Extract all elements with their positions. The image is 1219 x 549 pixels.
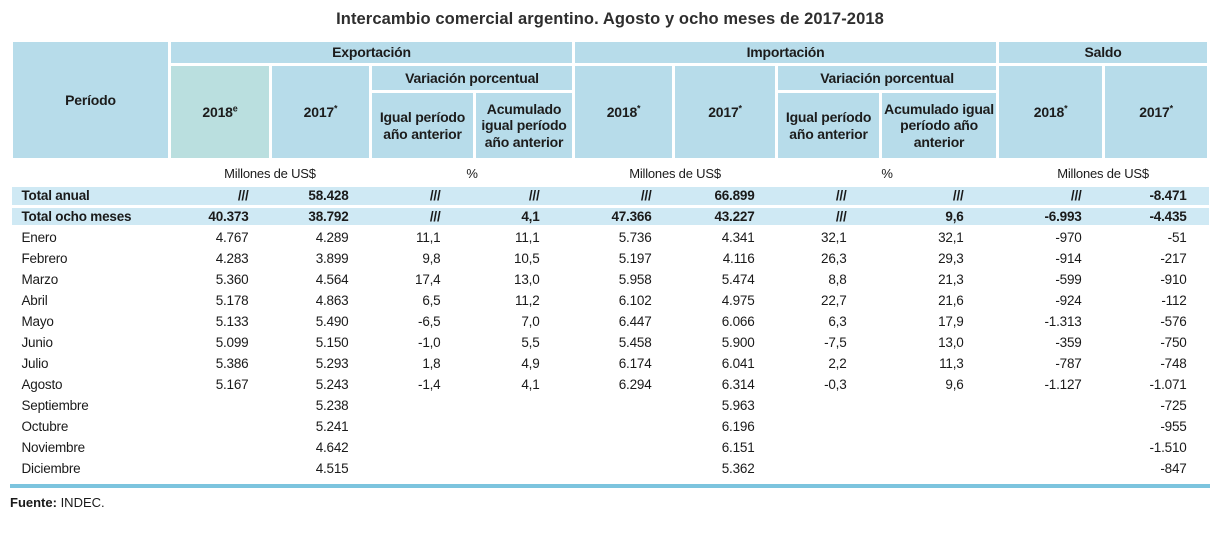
period-cell: Febrero bbox=[21, 250, 68, 266]
period-cell: Septiembre bbox=[21, 397, 89, 413]
value-cell bbox=[574, 437, 674, 458]
value-cell: 5.241 bbox=[315, 418, 349, 434]
superscript-e: e bbox=[232, 103, 238, 114]
value-cell: 5.362 bbox=[721, 460, 755, 476]
value-cell: 6.294 bbox=[618, 376, 652, 392]
value-cell: -112 bbox=[1161, 292, 1187, 308]
superscript-asterisk: * bbox=[738, 103, 742, 114]
value-cell: -359 bbox=[1055, 334, 1082, 350]
value-cell: -1.071 bbox=[1149, 376, 1187, 392]
source-label: Fuente: bbox=[10, 494, 57, 510]
value-cell: /// bbox=[170, 187, 271, 207]
value-cell: 6.066 bbox=[721, 313, 755, 329]
value-cell: /// bbox=[777, 207, 881, 227]
value-cell: 7,0 bbox=[521, 313, 540, 329]
column-header-saldo-2017: 2017* bbox=[1104, 65, 1209, 160]
value-cell: /// bbox=[777, 187, 881, 207]
value-cell: 4,1 bbox=[475, 207, 574, 227]
value-cell: 6,5 bbox=[422, 292, 441, 308]
value-cell: 4.642 bbox=[315, 439, 349, 455]
value-cell: -847 bbox=[1160, 460, 1187, 476]
units-row bbox=[12, 160, 1209, 187]
value-cell: 29,3 bbox=[938, 250, 964, 266]
divider-rule bbox=[10, 484, 1210, 488]
value-cell: 10,5 bbox=[514, 250, 540, 266]
value-cell: /// bbox=[371, 207, 475, 227]
value-cell bbox=[371, 416, 475, 437]
column-header-export-2018: 2018e bbox=[170, 65, 271, 160]
value-cell: 38.792 bbox=[271, 207, 371, 227]
value-cell bbox=[881, 437, 998, 458]
period-cell: Total anual bbox=[12, 187, 170, 207]
value-cell: 5.900 bbox=[721, 334, 755, 350]
source-note bbox=[10, 495, 1210, 510]
value-cell bbox=[881, 458, 998, 479]
value-cell: 5.736 bbox=[618, 230, 652, 246]
total-row bbox=[12, 207, 1209, 227]
column-header-period: Período bbox=[12, 41, 170, 160]
value-cell bbox=[777, 416, 881, 437]
value-cell bbox=[371, 437, 475, 458]
value-cell bbox=[475, 416, 574, 437]
value-cell: -787 bbox=[1055, 355, 1082, 371]
superscript-asterisk: * bbox=[1169, 103, 1173, 114]
table-row bbox=[12, 332, 1209, 353]
value-cell bbox=[998, 395, 1104, 416]
value-cell: 5.099 bbox=[215, 334, 249, 350]
superscript-asterisk: * bbox=[637, 103, 641, 114]
value-cell: /// bbox=[574, 187, 674, 207]
units-import-percent: % bbox=[777, 160, 998, 187]
subgroup-header-import-variacion: Variación porcentual bbox=[777, 65, 998, 92]
value-cell bbox=[777, 437, 881, 458]
value-cell: 9,8 bbox=[422, 250, 441, 266]
value-cell: 32,1 bbox=[938, 230, 964, 246]
value-cell: 5.490 bbox=[315, 313, 349, 329]
value-cell bbox=[170, 416, 271, 437]
value-cell bbox=[475, 395, 574, 416]
value-cell: -0,3 bbox=[824, 376, 847, 392]
value-cell bbox=[371, 458, 475, 479]
value-cell: 1,8 bbox=[422, 355, 441, 371]
units-saldo-millones: Millones de US$ bbox=[998, 160, 1209, 187]
value-cell: 8,8 bbox=[828, 271, 847, 287]
table-row bbox=[12, 311, 1209, 332]
period-cell: Diciembre bbox=[21, 460, 81, 476]
group-header-importacion: Importación bbox=[574, 41, 998, 65]
column-header-export-igual-periodo: Igual período año anterior bbox=[371, 92, 475, 160]
value-cell bbox=[170, 395, 271, 416]
value-cell: -914 bbox=[1055, 250, 1082, 266]
value-cell: 5.386 bbox=[215, 355, 249, 371]
value-cell: 5.963 bbox=[721, 397, 755, 413]
column-header-saldo-2018: 2018* bbox=[998, 65, 1104, 160]
value-cell: -7,5 bbox=[824, 334, 847, 350]
value-cell: /// bbox=[998, 187, 1104, 207]
value-cell: 40.373 bbox=[170, 207, 271, 227]
column-header-export-acumulado: Acumulado igual período año anterior bbox=[475, 92, 574, 160]
value-cell: 21,3 bbox=[938, 271, 964, 287]
value-cell: -910 bbox=[1160, 271, 1187, 287]
value-cell: 4.975 bbox=[721, 292, 755, 308]
units-import-millones: Millones de US$ bbox=[574, 160, 777, 187]
value-cell: 4.116 bbox=[722, 250, 755, 266]
value-cell: 17,9 bbox=[938, 313, 964, 329]
value-cell bbox=[881, 395, 998, 416]
value-cell: 13,0 bbox=[514, 271, 540, 287]
superscript-asterisk: * bbox=[334, 103, 338, 114]
period-cell: Total ocho meses bbox=[12, 207, 170, 227]
value-cell: 66.899 bbox=[674, 187, 777, 207]
period-cell: Julio bbox=[21, 355, 49, 371]
value-cell: 5.243 bbox=[315, 376, 349, 392]
value-cell: /// bbox=[475, 187, 574, 207]
value-cell: 5.474 bbox=[721, 271, 755, 287]
value-cell: 58.428 bbox=[271, 187, 371, 207]
value-cell bbox=[574, 458, 674, 479]
value-cell: 6.041 bbox=[721, 355, 755, 371]
value-cell: 6.174 bbox=[618, 355, 652, 371]
table-row bbox=[12, 353, 1209, 374]
value-cell: 5.238 bbox=[315, 397, 349, 413]
value-cell bbox=[574, 416, 674, 437]
value-cell: 43.227 bbox=[674, 207, 777, 227]
value-cell: 9,6 bbox=[945, 376, 964, 392]
table-row bbox=[12, 458, 1209, 479]
value-cell: 6.102 bbox=[618, 292, 652, 308]
column-header-import-acumulado: Acumulado igual período año anterior bbox=[881, 92, 998, 160]
value-cell: -1.510 bbox=[1149, 439, 1187, 455]
value-cell: 32,1 bbox=[821, 230, 847, 246]
value-cell bbox=[475, 458, 574, 479]
value-cell: 17,4 bbox=[415, 271, 441, 287]
period-cell: Agosto bbox=[21, 376, 63, 392]
value-cell bbox=[777, 395, 881, 416]
period-cell: Abril bbox=[21, 292, 48, 308]
units-empty bbox=[12, 160, 170, 187]
value-cell: -1.127 bbox=[1044, 376, 1082, 392]
source-text: INDEC. bbox=[56, 494, 105, 510]
value-cell: -748 bbox=[1160, 355, 1187, 371]
value-cell: -6.993 bbox=[998, 207, 1104, 227]
value-cell: 6,3 bbox=[828, 313, 847, 329]
value-cell bbox=[998, 458, 1104, 479]
value-cell: 11,1 bbox=[515, 230, 540, 246]
value-cell: -955 bbox=[1160, 418, 1187, 434]
value-cell: -51 bbox=[1167, 230, 1187, 246]
value-cell: 4.283 bbox=[215, 250, 249, 266]
value-cell: 5.150 bbox=[315, 334, 349, 350]
value-cell bbox=[475, 437, 574, 458]
value-cell: 6.447 bbox=[618, 313, 652, 329]
units-export-millones: Millones de US$ bbox=[170, 160, 371, 187]
value-cell: 4.863 bbox=[315, 292, 349, 308]
value-cell: /// bbox=[881, 187, 998, 207]
value-cell: 21,6 bbox=[938, 292, 964, 308]
units-export-percent: % bbox=[371, 160, 574, 187]
value-cell: 4.767 bbox=[215, 230, 249, 246]
column-header-import-igual-periodo: Igual período año anterior bbox=[777, 92, 881, 160]
value-cell: 4,9 bbox=[521, 355, 540, 371]
table-row bbox=[12, 290, 1209, 311]
value-cell: 5.133 bbox=[215, 313, 249, 329]
table-row bbox=[12, 227, 1209, 248]
value-cell: -4.435 bbox=[1104, 207, 1209, 227]
period-cell: Junio bbox=[21, 334, 53, 350]
value-cell: 4.564 bbox=[315, 271, 349, 287]
table-row bbox=[12, 395, 1209, 416]
value-cell: 3.899 bbox=[315, 250, 349, 266]
table-row bbox=[12, 269, 1209, 290]
column-header-export-2017: 2017* bbox=[271, 65, 371, 160]
value-cell: 26,3 bbox=[821, 250, 847, 266]
value-cell: 5.293 bbox=[315, 355, 349, 371]
value-cell bbox=[881, 416, 998, 437]
value-cell: 5.958 bbox=[618, 271, 652, 287]
value-cell: 13,0 bbox=[938, 334, 964, 350]
value-cell: 22,7 bbox=[821, 292, 847, 308]
value-cell: 5.197 bbox=[618, 250, 652, 266]
value-cell: 5,5 bbox=[521, 334, 540, 350]
value-cell bbox=[998, 416, 1104, 437]
subgroup-header-export-variacion: Variación porcentual bbox=[371, 65, 574, 92]
period-cell: Octubre bbox=[21, 418, 69, 434]
value-cell: -1.313 bbox=[1044, 313, 1082, 329]
value-cell: -970 bbox=[1055, 230, 1082, 246]
value-cell: -6,5 bbox=[418, 313, 441, 329]
value-cell: 5.360 bbox=[215, 271, 249, 287]
value-cell: 2,2 bbox=[828, 355, 847, 371]
table-row bbox=[12, 437, 1209, 458]
value-cell: 4.515 bbox=[315, 460, 349, 476]
value-cell: -924 bbox=[1055, 292, 1082, 308]
trade-table bbox=[10, 39, 1210, 479]
value-cell: -8.471 bbox=[1104, 187, 1209, 207]
table-body bbox=[12, 160, 1209, 479]
value-cell: 6.196 bbox=[721, 418, 755, 434]
value-cell bbox=[170, 458, 271, 479]
value-cell: /// bbox=[371, 187, 475, 207]
value-cell: -217 bbox=[1160, 250, 1187, 266]
total-row bbox=[12, 187, 1209, 207]
superscript-asterisk: * bbox=[1064, 103, 1068, 114]
value-cell bbox=[371, 395, 475, 416]
value-cell bbox=[574, 395, 674, 416]
value-cell: 6.314 bbox=[721, 376, 755, 392]
value-cell: 6.151 bbox=[721, 439, 755, 455]
value-cell: -1,0 bbox=[418, 334, 441, 350]
value-cell: -599 bbox=[1055, 271, 1082, 287]
value-cell: 5.458 bbox=[618, 334, 652, 350]
period-cell: Marzo bbox=[21, 271, 59, 287]
table-header bbox=[12, 41, 1209, 160]
value-cell: 5.167 bbox=[215, 376, 249, 392]
value-cell bbox=[170, 437, 271, 458]
group-header-exportacion: Exportación bbox=[170, 41, 574, 65]
value-cell: 5.178 bbox=[215, 292, 249, 308]
column-header-import-2018: 2018* bbox=[574, 65, 674, 160]
value-cell: -750 bbox=[1160, 334, 1187, 350]
period-cell: Noviembre bbox=[21, 439, 85, 455]
period-cell: Mayo bbox=[21, 313, 54, 329]
value-cell: -576 bbox=[1160, 313, 1187, 329]
value-cell: 47.366 bbox=[574, 207, 674, 227]
value-cell bbox=[777, 458, 881, 479]
value-cell: -725 bbox=[1160, 397, 1187, 413]
value-cell: 9,6 bbox=[881, 207, 998, 227]
page-title: Intercambio comercial argentino. Agosto y ocho meses de 2017-2018 bbox=[336, 10, 884, 28]
table-row bbox=[12, 374, 1209, 395]
value-cell bbox=[998, 437, 1104, 458]
value-cell: 11,3 bbox=[939, 355, 964, 371]
group-header-saldo: Saldo bbox=[998, 41, 1209, 65]
column-header-import-2017: 2017* bbox=[674, 65, 777, 160]
table-row bbox=[12, 416, 1209, 437]
value-cell: 11,1 bbox=[416, 230, 441, 246]
value-cell: 4.341 bbox=[721, 230, 755, 246]
period-cell: Enero bbox=[21, 230, 57, 246]
value-cell: 11,2 bbox=[515, 292, 540, 308]
value-cell: -1,4 bbox=[418, 376, 441, 392]
value-cell: 4.289 bbox=[315, 230, 349, 246]
value-cell: 4,1 bbox=[521, 376, 540, 392]
table-row bbox=[12, 248, 1209, 269]
